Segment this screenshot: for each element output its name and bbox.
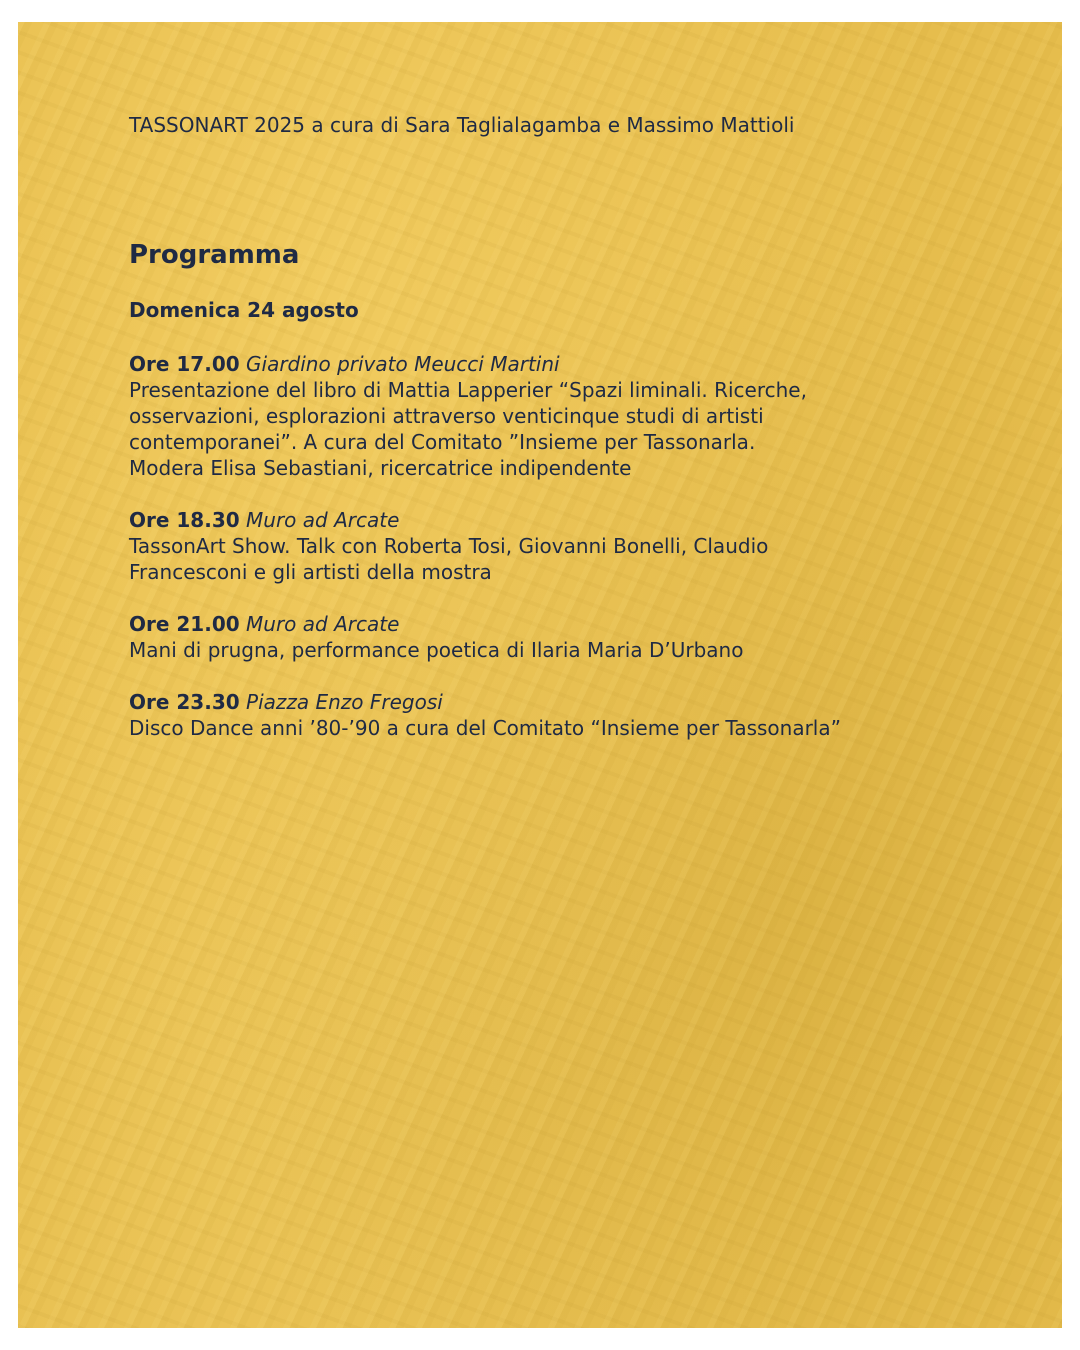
event-item: [129, 507, 969, 585]
program-heading: Programma: [129, 240, 300, 270]
event-item: [129, 689, 969, 741]
event-time: Ore 18.30: [129, 508, 240, 532]
curators-credit: TASSONART 2025 a cura di Sara Taglialagamba e Massimo Mattioli: [129, 113, 795, 137]
event-header: [129, 507, 969, 533]
event-header: [129, 689, 969, 715]
event-place: Muro ad Arcate: [246, 612, 400, 636]
event-place: Muro ad Arcate: [246, 508, 400, 532]
event-time: Ore 17.00: [129, 352, 240, 376]
poster-background: [18, 22, 1062, 1328]
event-description: Disco Dance anni ’80-’90 a cura del Comitato “Insieme per Tassonarla”: [129, 716, 841, 740]
event-description: Presentazione del libro di Mattia Lapperier “Spazi liminali. Ricerche, osservazioni, esplorazioni attraverso venticinque studi di artisti contemporanei”. A cura del Comitato ”Insieme per Tassonarla. Modera Elisa Sebastiani, ricercatrice indipendente: [129, 378, 807, 480]
event-date: Domenica 24 agosto: [129, 298, 359, 322]
event-place: Giardino privato Meucci Martini: [246, 352, 560, 376]
event-time: Ore 23.30: [129, 690, 240, 714]
event-item: [129, 611, 969, 663]
program-content: [129, 110, 969, 740]
event-item: [129, 351, 969, 481]
event-header: [129, 351, 969, 377]
event-header: [129, 611, 969, 637]
event-description: TassonArt Show. Talk con Roberta Tosi, Giovanni Bonelli, Claudio Francesconi e gli artisti della mostra: [129, 534, 769, 584]
event-place: Piazza Enzo Fregosi: [246, 690, 443, 714]
event-time: Ore 21.00: [129, 612, 240, 636]
event-description: Mani di prugna, performance poetica di Ilaria Maria D’Urbano: [129, 638, 744, 662]
